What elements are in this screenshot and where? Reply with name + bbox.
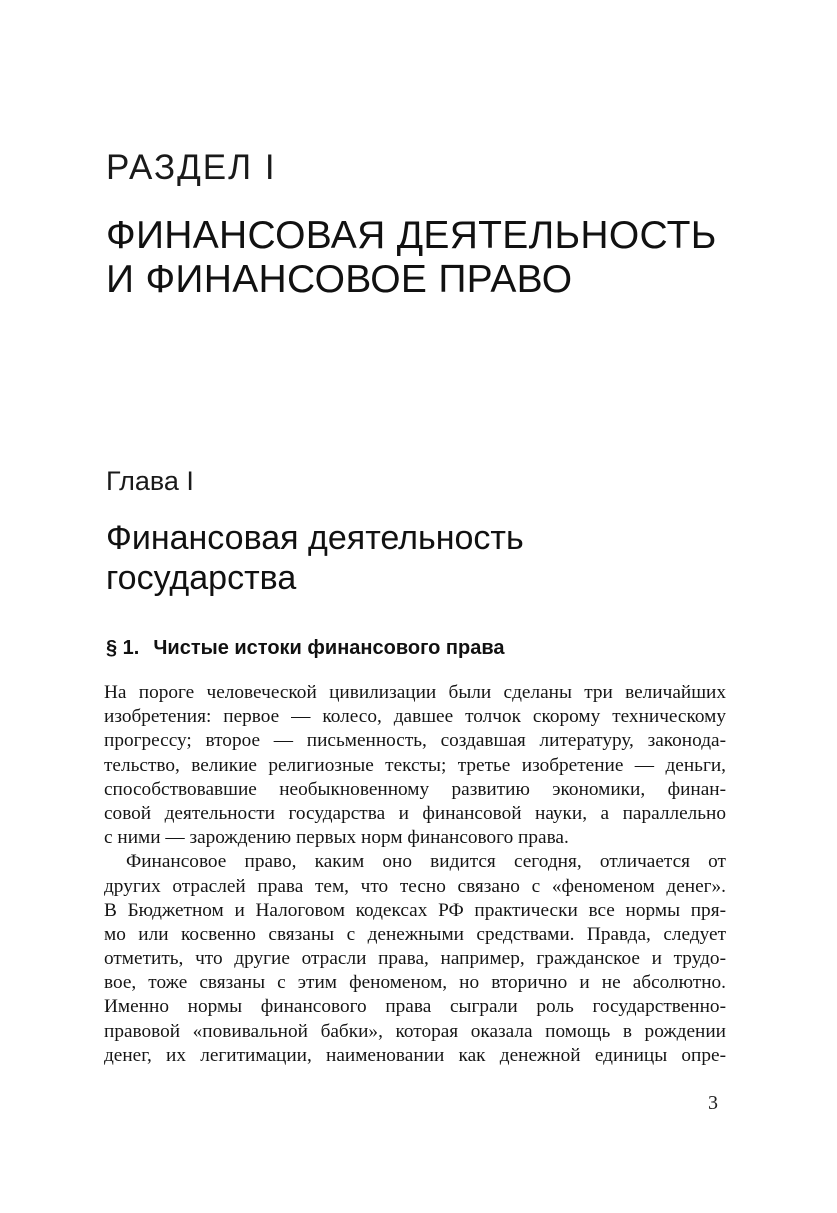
- text-line: На пороге человеческой цивилизации были сделаны три величайших: [104, 682, 726, 703]
- text-line: прогрессу; второе — письменность, создавшая литературу, законода-: [104, 730, 726, 752]
- chapter-title-line: государства: [106, 559, 297, 597]
- text-line: изобретения: первое — колесо, давшее толчок скорому техническому: [104, 706, 726, 728]
- page-number: 3: [708, 1092, 718, 1114]
- text-line: Финансовое право, каким оно видится сегодня, отличается от: [126, 851, 726, 873]
- text-line: отметить, что другие отрасли права, например, гражданское и трудо-: [104, 948, 726, 970]
- section-title-line: И ФИНАНСОВОЕ ПРАВО: [106, 258, 573, 301]
- text-line: с ними — зарождению первых норм финансового права.: [104, 827, 569, 849]
- section-label: РАЗДЕЛ I: [106, 148, 277, 187]
- chapter-title-line: Финансовая деятельность: [106, 519, 524, 557]
- section-title: [106, 214, 796, 302]
- text-line: совой деятельности государства и финансовой науки, а параллельно: [104, 802, 726, 824]
- text-line: вое, тоже связаны с этим феноменом, но вторично и не абсолютно.: [104, 972, 726, 994]
- text-line: тельство, великие религиозные тексты; третье изобретение — деньги,: [104, 754, 726, 776]
- text-line: других отраслей права тем, что тесно связано с «феноменом денег».: [104, 875, 726, 897]
- paragraph-heading: [106, 637, 505, 660]
- text-line: способствовавшие необыкновенному развитию экономики, финан-: [104, 778, 726, 800]
- section-title-line: ФИНАНСОВАЯ ДЕЯТЕЛЬНОСТЬ: [106, 214, 717, 257]
- paragraph-number: § 1.: [106, 637, 140, 659]
- text-line: правовой «повивальной бабки», которая оказала помощь в рождении: [104, 1020, 726, 1042]
- chapter-title: [106, 518, 746, 598]
- chapter-label: Глава I: [106, 466, 194, 496]
- text-line: денег, их легитимации, наименовании как денежной единицы опре-: [104, 1044, 726, 1066]
- paragraph-title: Чистые истоки финансового права: [153, 637, 505, 659]
- text-line: Именно нормы финансового права сыграли роль государственно-: [104, 996, 726, 1018]
- text-line: мо или косвенно связаны с денежными средствами. Правда, следует: [104, 923, 726, 945]
- text-line: В Бюджетном и Налоговом кодексах РФ практически все нормы пря-: [104, 899, 726, 921]
- body-text: [104, 681, 726, 1068]
